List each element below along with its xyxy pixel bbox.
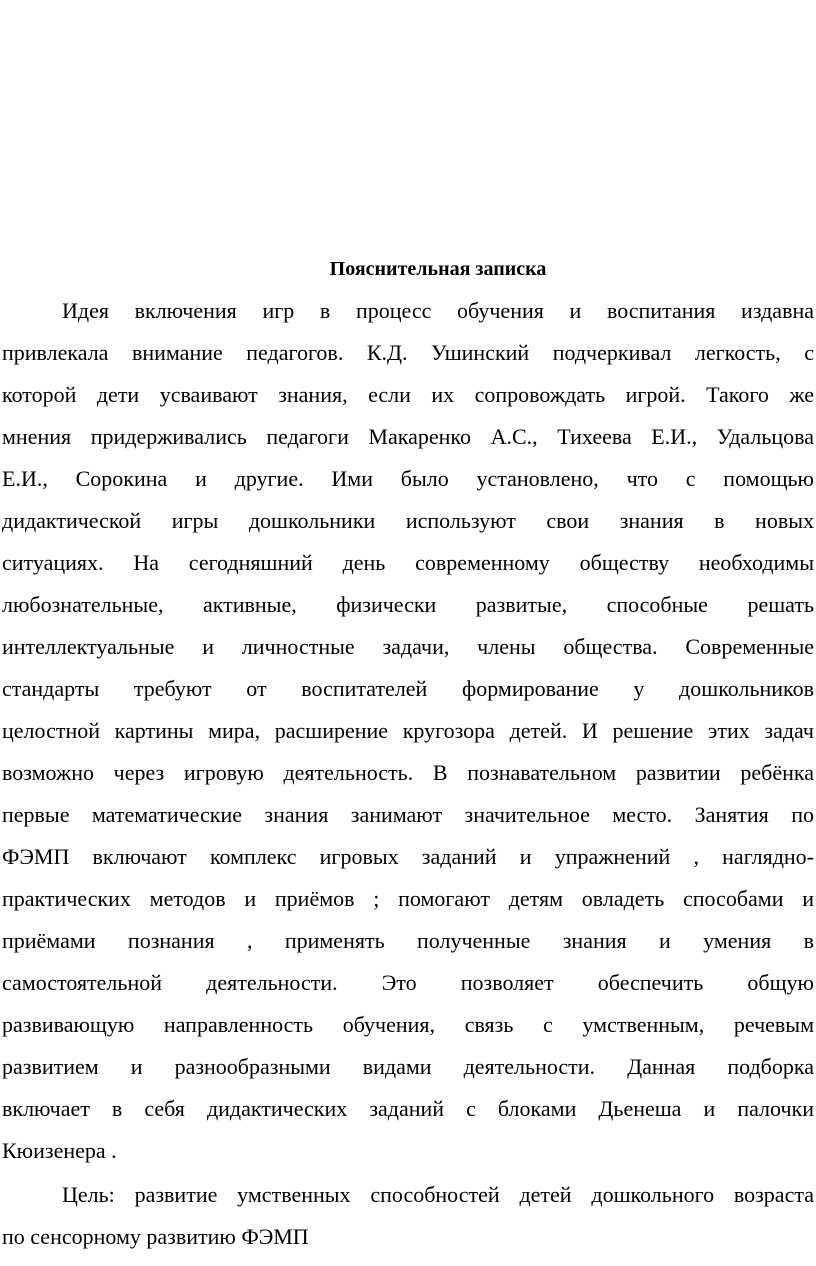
paragraph-line: возможно через игровую деятельность. В познавательном развитии ребёнка <box>2 760 814 785</box>
paragraph-line: развивающую направленность обучения, связь с умственным, речевым <box>2 1012 814 1037</box>
paragraph-line: которой дети усваивают знания, если их сопровождать игрой. Такого же <box>2 382 814 407</box>
paragraph-line: Цель: развитие умственных способностей детей дошкольного возраста <box>62 1182 814 1207</box>
paragraph-line: ФЭМП включают комплекс игровых заданий и упражнений , наглядно- <box>2 844 814 869</box>
paragraph-line: стандарты требуют от воспитателей формирование у дошкольников <box>2 676 814 701</box>
paragraph-line: самостоятельной деятельности. Это позволяет обеспечить общую <box>2 970 814 995</box>
paragraph-line: целостной картины мира, расширение кругозора детей. И решение этих задач <box>2 718 814 743</box>
paragraph-line: по сенсорному развитию ФЭМП <box>2 1224 309 1249</box>
paragraph-line: Идея включения игр в процесс обучения и воспитания издавна <box>62 298 814 323</box>
paragraph-line: включает в себя дидактических заданий с блоками Дьенеша и палочки <box>2 1096 814 1121</box>
paragraph-line: любознательные, активные, физически развитые, способные решать <box>2 592 814 617</box>
paragraph-line: развитием и разнообразными видами деятельности. Данная подборка <box>2 1054 814 1079</box>
paragraph-line: интеллектуальные и личностные задачи, члены общества. Современные <box>2 634 814 659</box>
document-title: Пояснительная записка <box>329 258 547 280</box>
paragraph-line: приёмами познания , применять полученные знания и умения в <box>2 928 814 953</box>
paragraph-line: ситуациях. На сегодняшний день современному обществу необходимы <box>2 550 814 575</box>
paragraph-line: Е.И., Сорокина и другие. Ими было установлено, что с помощью <box>2 466 814 491</box>
paragraph-line: Кюизенера . <box>2 1138 117 1163</box>
paragraph-line: дидактической игры дошкольники используют свои знания в новых <box>2 508 814 533</box>
paragraph-line: привлекала внимание педагогов. К.Д. Ушинский подчеркивал легкость, с <box>2 340 814 365</box>
paragraph-line: первые математические знания занимают значительное место. Занятия по <box>2 802 814 827</box>
paragraph-line: практических методов и приёмов ; помогают детям овладеть способами и <box>2 886 814 911</box>
paragraph-line: мнения придерживались педагоги Макаренко А.С., Тихеева Е.И., Удальцова <box>2 424 814 449</box>
